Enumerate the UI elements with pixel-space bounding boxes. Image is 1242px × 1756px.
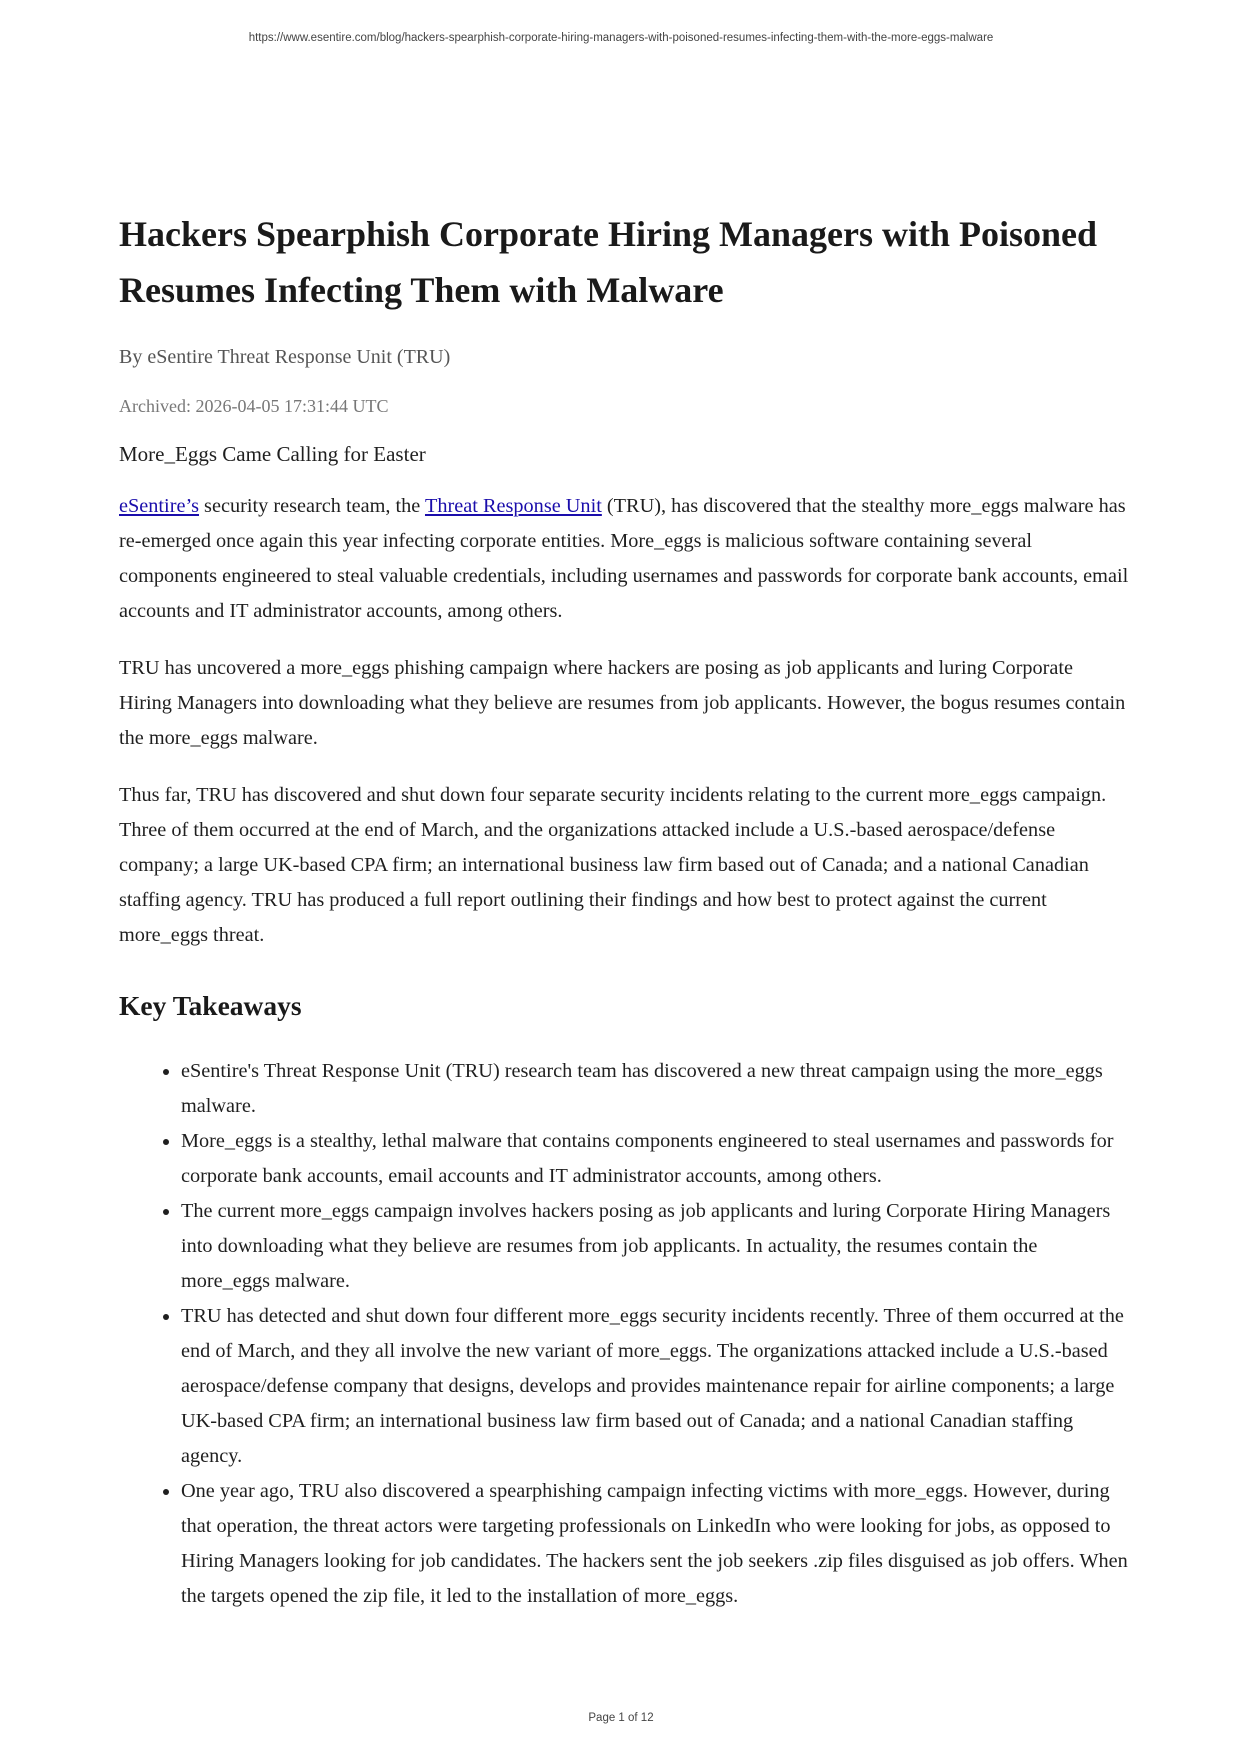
intro-text-1: security research team, the	[198, 495, 425, 517]
threat-response-unit-link[interactable]: Threat Response Unit	[424, 495, 602, 517]
incidents-paragraph: Thus far, TRU has discovered and shut down four separate security incidents relating to the current more_eggs campaign. Three of them occurred at the end of March, and the organizations attacked include a U.S.-based aerospace/defense company; a large UK-based CPA firm; an international business law firm based out of Canada; and a national Canadian staffing agency. TRU has produced a full report outlining their findings and how best to protect against the current more_eggs threat.	[119, 784, 1107, 946]
list-item: • The current more_eggs campaign involves hackers posing as job applicants and luring Corporate Hiring Managers into downloading what they believe are resumes from job applicants. In actuality, the resumes contain the more_eggs malware.	[181, 1194, 1131, 1299]
list-item: • eSentire's Threat Response Unit (TRU) research team has discovered a new threat campaign using the more_eggs malware.	[181, 1054, 1131, 1124]
list-item: • More_eggs is a stealthy, lethal malware that contains components engineered to steal usernames and passwords for corporate bank accounts, email accounts and IT administrator accounts, among others.	[181, 1124, 1131, 1194]
article	[119, 206, 1131, 1614]
list-item: • One year ago, TRU also discovered a spearphishing campaign infecting victims with more_eggs. However, during that operation, the threat actors were targeting professionals on LinkedIn who were looking for jobs, as opposed to Hiring Managers looking for job candidates. The hackers sent the job seekers .zip files disguised as job offers. When the targets opened the zip file, it led to the installation of more_eggs.	[181, 1474, 1131, 1614]
takeaways-heading: Key Takeaways	[119, 990, 302, 1021]
article-byline: By eSentire Threat Response Unit (TRU)	[119, 346, 451, 368]
page-number: Page 1 of 12	[588, 1712, 654, 1724]
intro-paragraph	[119, 489, 1131, 629]
esentire-link[interactable]: eSentire’s	[119, 495, 199, 517]
campaign-paragraph: TRU has uncovered a more_eggs phishing campaign where hackers are posing as job applicants and luring Corporate Hiring Managers into downloading what they believe are resumes from job applicants. However, the bogus resumes contain the more_eggs malware.	[119, 657, 1126, 749]
article-subtitle: More_Eggs Came Calling for Easter	[119, 442, 426, 466]
list-item: • TRU has detected and shut down four different more_eggs security incidents recently. Three of them occurred at the end of March, and they all involve the new variant of more_eggs. The organizations attacked include a U.S.-based aerospace/defense company that designs, develops and provides maintenance repair for airline components; a large UK-based CPA firm; an international business law firm based out of Canada; and a national Canadian staffing agency.	[181, 1299, 1131, 1474]
takeaways-list	[119, 1054, 1131, 1614]
archived-timestamp: Archived: 2026-04-05 17:31:44 UTC	[119, 396, 389, 416]
intro-text-2: (TRU), has discovered that the stealthy more_eggs malware has re-emerged once again this year infecting corporate entities. More_eggs is malicious software containing several components engineered to steal valuable credentials, including usernames and passwords for corporate bank accounts, email accounts and IT administrator accounts, among others.	[119, 495, 1129, 622]
page-url: https://www.esentire.com/blog/hackers-spearphish-corporate-hiring-managers-with-poisoned-resumes-infecting-them-with-the-more-eggs-malware	[248, 32, 994, 44]
article-title: Hackers Spearphish Corporate Hiring Managers with Poisoned Resumes Infecting Them with Malware	[119, 214, 1097, 310]
